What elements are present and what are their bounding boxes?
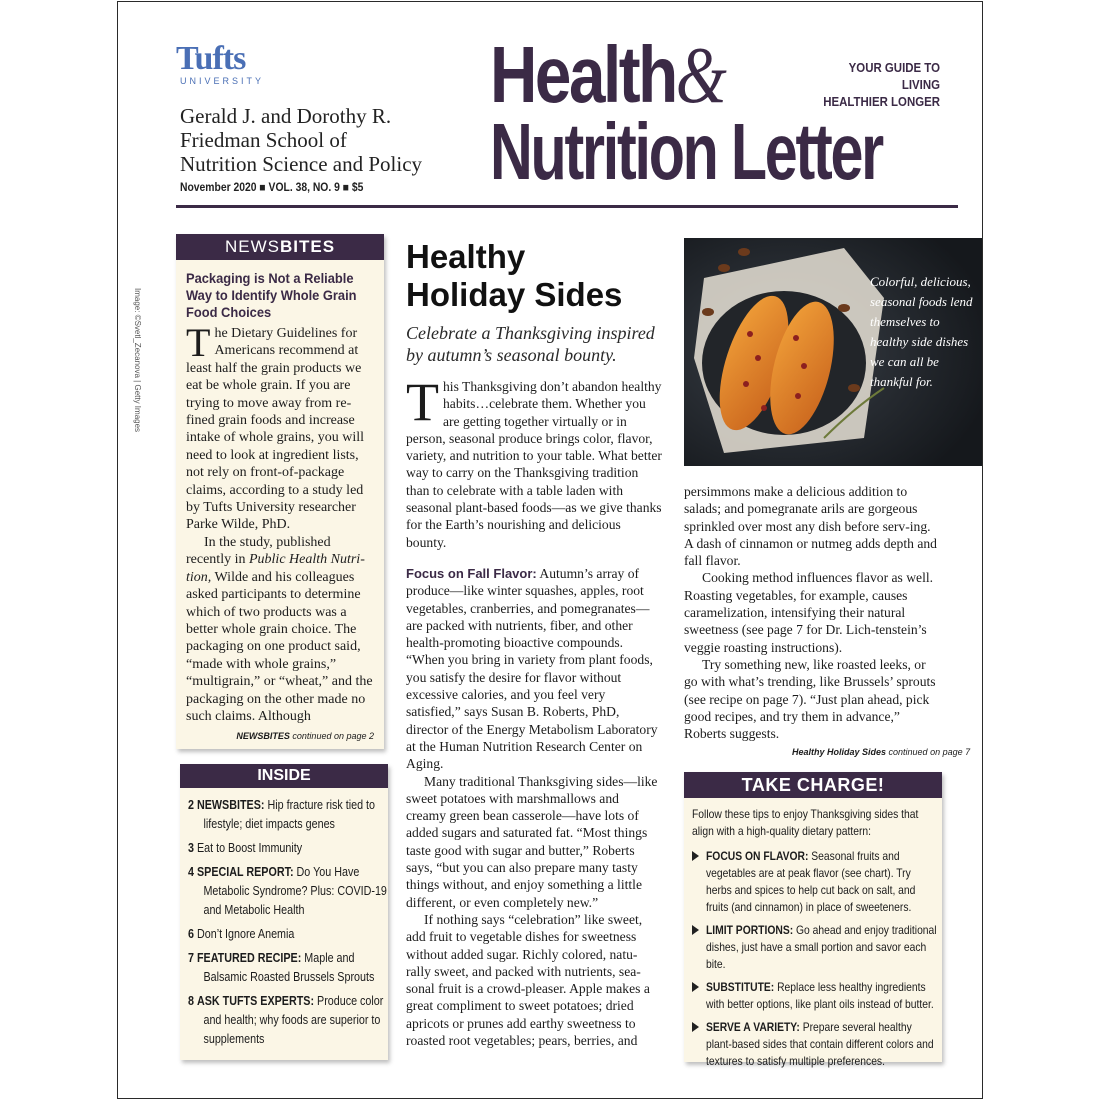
take-charge-item: LIMIT PORTIONS: Go ahead and enjoy traditional dishes, just have a small portion and savor each bite. bbox=[692, 922, 932, 973]
school-name: Gerald J. and Dorothy R. Friedman School of Nutrition Science and Policy bbox=[180, 104, 423, 176]
article-subhead: Celebrate a Thanksgiving inspired by autumn’s seasonal bounty. bbox=[406, 323, 655, 365]
tagline: YOUR GUIDE TO LIVING HEALTHIER LONGER bbox=[823, 60, 940, 109]
article-column-1: This Thanksgiving don’t abandon healthy habits…celebrate them. Whether you are getting together virtually or in person, seasonal produce brings color, flavor, variety, and nutrition to your table. What better way to carry on the Thanksgiving tradition than to celebrate with a table laden with seasonal plant-based foods—as we give thanks for the Earth’s nourishing and delicious bounty. Focus on Fall Flavor: Autumn’s array of produce—like winter squashes, apples, root vegetables, cranberries, and pomegranates—are packed with nutrients, fiber, and other health-promoting bioactive compounds. “When you bring in variety from plant foods, you satisfy the desire for flavor without excessive calories, and you feel very satisfied,” says Susan B. Roberts, PhD, director of the Energy Metabolism Laboratory at the Human Nutrition Research Center on Aging. Many traditional Thanksgiving sides—like sweet potatoes with marshmallows and creamy green bean casserole—have lots of added sugars and saturated fat. “Most things taste good with sugar and butter,” Roberts says, “but you can also prepare many tasty things without, and enjoy something a little different, or even completely new.” If nothing says “celebration” like sweet, add fruit to vegetable dishes for sweetness without added sugar. Richly colored, natu-rally sweet, and packed with nutrients, sea-sonal fruit is a crowd-pleaser. Apple makes a great compliment to sweet potatoes; dried apricots or prunes add earthy sweetness to roasted root vegetables; pears, berries, and bbox=[406, 372, 662, 1048]
inside-item[interactable]: 7 FEATURED RECIPE: Maple and Balsamic Roasted Brussels Sprouts bbox=[188, 951, 375, 984]
inside-item[interactable]: 6 Don’t Ignore Anemia bbox=[188, 927, 295, 941]
take-charge-intro: Follow these tips to enjoy Thanksgiving sides that align with a high-quality dietary pattern: bbox=[692, 807, 919, 838]
image-credit: Image: ©Svetl_Zecanova | Getty Images bbox=[133, 288, 142, 433]
drop-cap: T bbox=[186, 320, 211, 365]
newsletter-title: Health& Nutrition Letter bbox=[490, 30, 883, 196]
newsletter-page bbox=[117, 1, 983, 1099]
newsbites-title: Packaging is Not a Reliable Way to Identify Whole Grain Food Choices bbox=[186, 270, 357, 320]
arrow-bullet-icon bbox=[692, 982, 699, 992]
drop-cap: T bbox=[406, 372, 439, 432]
inside-header: INSIDE bbox=[180, 764, 388, 788]
take-charge-item: SERVE A VARIETY: Prepare several healthy plant-based sides that contain different colors and textures to satisfy multiple preferences. bbox=[692, 1019, 932, 1070]
continued-note: Healthy Holiday Sides continued on page 7 bbox=[792, 747, 971, 757]
section-lead: Focus on Fall Flavor: bbox=[406, 565, 537, 581]
inside-box bbox=[180, 764, 388, 1060]
inside-item[interactable]: 4 SPECIAL REPORT: Do You Have Metabolic Syndrome? Plus: COVID-19 and Metabolic Health bbox=[188, 865, 387, 917]
newsbites-body: The Dietary Guidelines for Americans recommend at least half the grain products we eat be whole grain. If you are trying to move away from re-fined grain foods and increase intake of whole grains, you will need to look at ingredient lists, not rely on front-of-package claims, according to a study led by Tufts University researcher Parke Wilde, PhD. In the study, published recently in Public Health Nutri-tion, Wilde and his colleagues asked participants to determine which of two products was a better whole grain choice. The packaging on one product said, “made with whole grains,” “multigrain,” or “wheat,” and the packaging on the other made no such claims. Although bbox=[186, 320, 373, 724]
ampersand: & bbox=[675, 32, 725, 120]
take-charge-item: FOCUS ON FLAVOR: Seasonal fruits and vegetables are at peak flavor (see chart). Try herbs and spices to help cut back on salt, and fruits (and cinnamon) in place of sweeteners. bbox=[692, 848, 932, 916]
newsbites-header: NEWSBITES bbox=[176, 234, 384, 260]
inside-item[interactable]: 8 ASK TUFTS EXPERTS: Produce color and health; why foods are superior to supplements bbox=[188, 994, 384, 1046]
inside-item[interactable]: 2 NEWSBITES: Hip fracture risk tied to lifestyle; diet impacts genes bbox=[188, 798, 375, 831]
article-column-2: persimmons make a delicious addition to salads; and pomegranate arils are gorgeous sprinkled over most any dish before serv-ing. A dash of cinnamon or nutmeg adds depth and fall flavor. Cooking method influences flavor as well. Roasting vegetables, for example, causes caramelization, intensifying their natural sweetness (see page 7 for Dr. Lich-tenstein’s veggie roasting instructions). Try something new, like roasted leeks, or go with what’s trending, like Brussels’ sprouts (see recipe on page 7). “Just plan ahead, pick good recipes, and try them in advance,” Roberts suggests. bbox=[684, 484, 937, 742]
tufts-logo bbox=[176, 42, 296, 86]
logo-wordmark: Tufts bbox=[176, 40, 246, 77]
logo-subtitle: UNIVERSITY bbox=[180, 76, 265, 86]
continued-note: NEWSBITES continued on page 2 bbox=[236, 731, 374, 741]
take-charge-box bbox=[684, 772, 942, 1068]
article-headline: Healthy Holiday Sides bbox=[406, 238, 623, 313]
inside-list bbox=[188, 796, 388, 1049]
arrow-bullet-icon bbox=[692, 1022, 699, 1032]
take-charge-item: SUBSTITUTE: Replace less healthy ingredients with better options, like plant oils instead of butter. bbox=[692, 979, 932, 1013]
arrow-bullet-icon bbox=[692, 851, 699, 861]
take-charge-header: TAKE CHARGE! bbox=[684, 772, 942, 798]
photo-caption: Colorful, delicious, seasonal foods lend themselves to healthy side dishes we can all be thankful for. bbox=[870, 274, 973, 389]
arrow-bullet-icon bbox=[692, 925, 699, 935]
masthead-rule bbox=[176, 205, 958, 208]
issue-info: November 2020 ■ VOL. 38, NO. 9 ■ $5 bbox=[180, 182, 364, 194]
take-charge-list bbox=[692, 848, 937, 1070]
inside-item[interactable]: 3 Eat to Boost Immunity bbox=[188, 841, 303, 855]
newsbites-box bbox=[176, 234, 384, 749]
